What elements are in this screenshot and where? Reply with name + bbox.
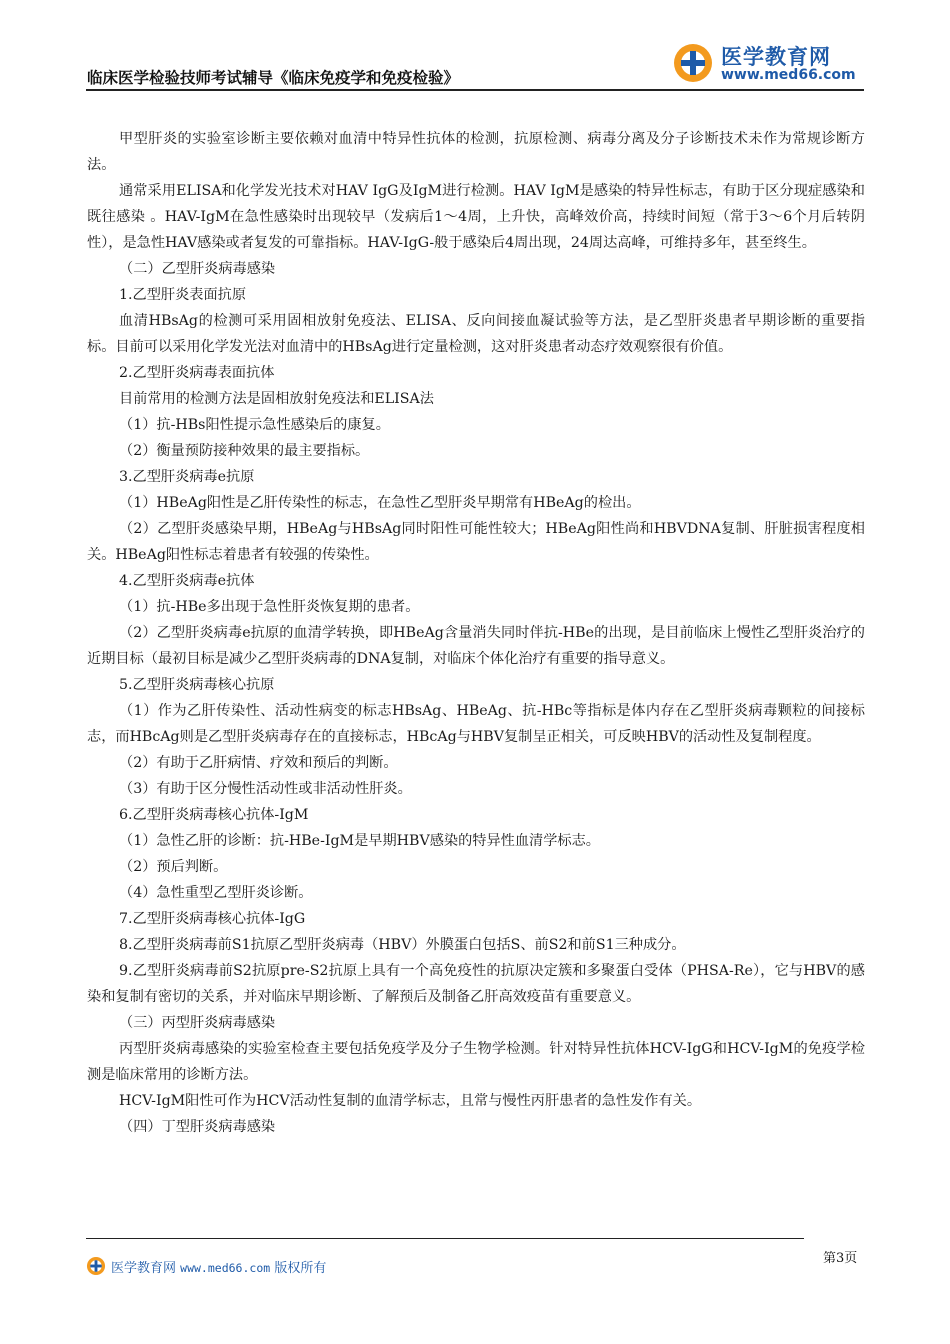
subsection-heading: 6.乙型肝炎病毒核心抗体-IgM <box>119 807 309 823</box>
med66-logo-icon <box>672 42 714 84</box>
subsection-heading: 3.乙型肝炎病毒e抗原 <box>119 469 255 485</box>
footer-divider <box>86 1238 804 1239</box>
subsection-heading: 5.乙型肝炎病毒核心抗原 <box>119 677 275 693</box>
list-item: （1）抗-HBs阳性提示急性感染后的康复。 <box>119 417 390 433</box>
section-heading: （三）丙型肝炎病毒感染 <box>119 1015 276 1031</box>
section-heading: （二）乙型肝炎病毒感染 <box>119 261 276 277</box>
list-item: （2）衡量预防接种效果的最主要指标。 <box>119 443 370 459</box>
subsection-heading: 8.乙型肝炎病毒前S1抗原乙型肝炎病毒（HBV）外膜蛋白包括S、前S2和前S1三种成分。 <box>119 937 686 953</box>
list-item: （4）急性重型乙型肝炎诊断。 <box>119 885 313 901</box>
page-number: 第3页 <box>823 1251 858 1266</box>
med66-footer-logo-icon <box>86 1256 106 1276</box>
subsection-heading: 4.乙型肝炎病毒e抗体 <box>119 573 255 589</box>
document-body <box>87 126 865 1140</box>
list-item: （3）有助于区分慢性活动性或非活动性肝炎。 <box>119 781 412 797</box>
footer-rights: 版权所有 <box>274 1261 327 1276</box>
paragraph: 丙型肝炎病毒感染的实验室检查主要包括免疫学及分子生物学检测。针对特异性抗体HCV-IgG和HCV-IgM的免疫学检测是临床常用的诊断方法。 <box>87 1041 865 1083</box>
list-item: （1）作为乙肝传染性、活动性病变的标志HBsAg、HBeAg、抗-HBc等指标是体内存在乙型肝炎病毒颗粒的间接标志，而HBcAg则是乙型肝炎病毒存在的直接标志，HBcAg与HBV复制呈正相关，可反映HBV的活动性及复制程度。 <box>87 703 865 745</box>
list-item: （1）急性乙肝的诊断：抗-HBe-IgM是早期HBV感染的特异性血清学标志。 <box>119 833 600 849</box>
list-item: （1）HBeAg阳性是乙肝传染性的标志，在急性乙型肝炎早期常有HBeAg的检出。 <box>119 495 641 511</box>
paragraph: 甲型肝炎的实验室诊断主要依赖对血清中特异性抗体的检测，抗原检测、病毒分离及分子诊断技术未作为常规诊断方法。 <box>87 131 865 173</box>
subsection-heading: 2.乙型肝炎病毒表面抗体 <box>119 365 275 381</box>
paragraph: HCV-IgM阳性可作为HCV活动性复制的血清学标志，且常与慢性丙肝患者的急性发作有关。 <box>119 1093 702 1109</box>
logo-site-name: 医学教育网 <box>721 45 831 69</box>
footer-copyright <box>111 1257 326 1276</box>
subsection-heading: 1.乙型肝炎表面抗原 <box>119 287 247 303</box>
section-heading: （四）丁型肝炎病毒感染 <box>119 1119 276 1135</box>
logo-site-url: www.med66.com <box>721 67 856 83</box>
list-item: （2）有助于乙肝病情、疗效和预后的判断。 <box>119 755 398 771</box>
paragraph: 目前常用的检测方法是固相放射免疫法和ELISA法 <box>119 391 434 407</box>
subsection-heading: 9.乙型肝炎病毒前S2抗原pre-S2抗原上具有一个高免疫性的抗原决定簇和多聚蛋白受体（PHSA-Re），它与HBV的感染和复制有密切的关系，并对临床早期诊断、了解预后及制备乙肝高效疫苗有重要意义。 <box>87 963 865 1005</box>
footer-site-url[interactable]: www.med66.com <box>180 1261 271 1275</box>
site-logo[interactable] <box>672 40 862 88</box>
list-item: （2）乙型肝炎病毒e抗原的血清学转换，即HBeAg含量消失同时伴抗-HBe的出现，是目前临床上慢性乙型肝炎治疗的近期目标（最初目标是减少乙型肝炎病毒的DNA复制，对临床个体化治疗有重要的指导意义。 <box>87 625 865 667</box>
paragraph: 血清HBsAg的检测可采用固相放射免疫法、ELISA、反向间接血凝试验等方法，是乙型肝炎患者早期诊断的重要指标。目前可以采用化学发光法对血清中的HBsAg进行定量检测，这对肝炎患者动态疗效观察很有价值。 <box>87 313 865 355</box>
header-title: 临床医学检验技师考试辅导《临床免疫学和免疫检验》 <box>87 69 460 87</box>
subsection-heading: 7.乙型肝炎病毒核心抗体-IgG <box>119 911 306 927</box>
list-item: （2）预后判断。 <box>119 859 228 875</box>
header-divider <box>86 89 864 91</box>
paragraph: 通常采用ELISA和化学发光技术对HAV IgG及IgM进行检测。HAV IgM是感染的特异性标志，有助于区分现症感染和既往感染 。HAV-IgM在急性感染时出现较早（发病后1～4周，上升快，高峰效价高，持续时间短（常于3～6个月后转阴性），是急性HAV感染或者复发的可靠指标。HAV-IgG-般于感染后4周出现，24周达高峰，可维持多年，甚至终生。 <box>87 183 865 251</box>
list-item: （2）乙型肝炎感染早期，HBeAg与HBsAg同时阳性可能性较大；HBeAg阳性尚和HBVDNA复制、肝脏损害程度相关。HBeAg阳性标志着患者有较强的传染性。 <box>87 521 865 563</box>
footer-site-name: 医学教育网 <box>111 1261 177 1276</box>
list-item: （1）抗-HBe多出现于急性肝炎恢复期的患者。 <box>119 599 420 615</box>
